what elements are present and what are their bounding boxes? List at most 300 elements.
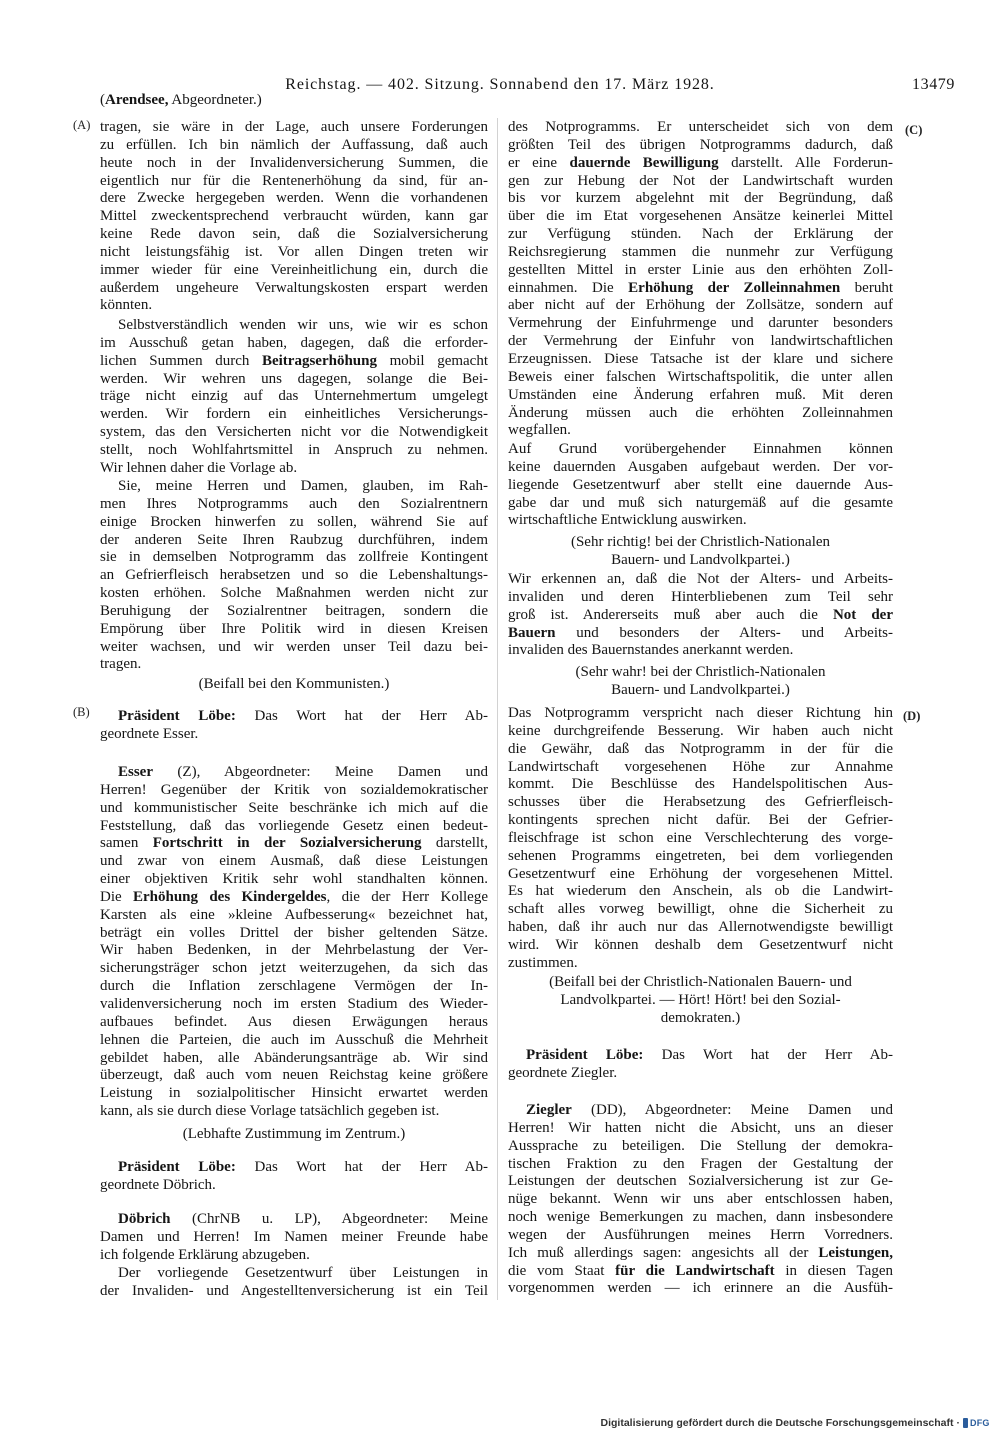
text-run: Damen und Herren! Im Namen meiner Freunde habe bbox=[100, 1228, 488, 1245]
text-run: gestellten Mittel in erster Linie aus den erhöhten Zoll- bbox=[508, 261, 893, 278]
text-run: system, das den Versicherten nicht vor die Notwendigkeit bbox=[100, 424, 488, 441]
text-run: außerdem ungeheure Verwaltungskosten erspart werden bbox=[100, 279, 488, 296]
text-run: Beruhigung der Sozialrentner beitragen, sondern die bbox=[100, 602, 488, 619]
text-run: sicherungsträger schon jetzt weiterzugehen, da sich das bbox=[100, 960, 488, 977]
text-line bbox=[100, 335, 488, 353]
text-run: gabe dar und muß sich naturgemäß auf die gesamte bbox=[508, 494, 893, 511]
text-paragraph bbox=[508, 705, 893, 973]
text-run: zustimmen. bbox=[508, 954, 578, 971]
text-run: nicht leistungsfähig ist. Vor allen Dingen treten wir bbox=[100, 243, 488, 260]
bold-text: Döbrich bbox=[118, 1211, 171, 1227]
text-run: Reichsregierung stammen die nunmehr zur Verfügung bbox=[508, 243, 893, 260]
text-line bbox=[508, 642, 893, 660]
text-line bbox=[100, 1103, 488, 1121]
text-line bbox=[508, 705, 893, 723]
text-run: aber nicht auf der Erhöhung der Zollsätze, sondern auf bbox=[508, 297, 893, 314]
text-run: im Ausschuß getan haben, dagegen, daß die erforder- bbox=[100, 334, 488, 351]
margin-marker-c: (C) bbox=[905, 123, 923, 137]
text-line bbox=[100, 424, 488, 442]
text-run: keine dauernden Ausgaben aufgebaut werden. Der vor- bbox=[508, 458, 893, 475]
interjection bbox=[100, 676, 488, 694]
text-run: Es hat wiederum den Anschein, als ob die Landwirt- bbox=[508, 883, 893, 900]
president-announcement bbox=[100, 708, 488, 744]
text-run: Das Wort hat der Herr Ab- bbox=[235, 1159, 488, 1175]
speech-opening bbox=[100, 1211, 488, 1265]
text-line bbox=[100, 317, 488, 335]
text-line bbox=[508, 369, 893, 387]
text-run: immer wieder für eine Vereinheitlichung ein, durch die bbox=[100, 261, 488, 278]
text-run: liegende Gesetzentwurf aber stellt eine dauernde Aus- bbox=[508, 476, 893, 493]
text-run: überzeugt, daß auch vom neuen Reichstag keine größere bbox=[100, 1067, 488, 1084]
text-run: wird. Wir können deshalb dem Gesetzentwurf nicht bbox=[508, 936, 893, 953]
text-run: sie in demselben Notprogramm das zollfreie Kontingent bbox=[100, 549, 488, 566]
right-column bbox=[508, 0, 893, 1330]
text-line bbox=[100, 92, 488, 110]
text-run: einnahmen. Die bbox=[508, 279, 629, 296]
text-run: in diesen Tagen bbox=[774, 1262, 893, 1279]
text-run: Leistungen der deutschen Sozialversicherung ist zur Ge- bbox=[508, 1173, 893, 1190]
text-run: sehenen Programms eingetreten, bei dem vorliegenden bbox=[508, 847, 893, 864]
text-line bbox=[100, 1126, 488, 1144]
speech-opening bbox=[508, 1102, 893, 1298]
speaker-continuation-note bbox=[100, 92, 488, 110]
text-run: beruht bbox=[840, 279, 893, 296]
text-line bbox=[508, 589, 893, 607]
text-run: und zwar von einem Ausmaß, daß diese Leistungen bbox=[100, 853, 488, 870]
text-line bbox=[100, 782, 488, 800]
text-run: schusses über die Herabsetzung des Gefrierfleisch- bbox=[508, 794, 893, 811]
text-line bbox=[508, 794, 893, 812]
bold-text: dauernde Bewilligung bbox=[569, 154, 719, 171]
text-run: Gesetzentwurf eine Erhöhung der vorgesehenen Mittel. bbox=[508, 865, 893, 882]
text-line bbox=[508, 1191, 893, 1209]
text-line bbox=[508, 190, 893, 208]
text-line bbox=[508, 280, 893, 298]
text-line bbox=[100, 371, 488, 389]
president-announcement bbox=[508, 1047, 893, 1083]
text-run: ich folgende Erklärung abzugeben. bbox=[100, 1246, 310, 1263]
text-line bbox=[508, 351, 893, 369]
text-line bbox=[508, 1227, 893, 1245]
text-line bbox=[508, 607, 893, 625]
text-paragraph bbox=[508, 441, 893, 530]
text-line bbox=[100, 1283, 488, 1301]
text-run: könnten. bbox=[100, 297, 153, 314]
text-line bbox=[508, 776, 893, 794]
text-run: Wir lehnen daher die Vorlage ab. bbox=[100, 459, 298, 476]
text-paragraph bbox=[100, 119, 488, 315]
bold-text: Erhöhung des Kindergeldes bbox=[132, 888, 327, 905]
text-line bbox=[100, 925, 488, 943]
text-run: dere Zwecke hergegeben werden. Wenn die vorhandenen bbox=[100, 190, 488, 207]
text-line bbox=[100, 871, 488, 889]
text-run: der anderen Seite Ihren Raubzug durchführen, indem bbox=[100, 531, 488, 548]
column-divider bbox=[497, 118, 498, 1300]
text-line bbox=[100, 1177, 488, 1195]
text-line bbox=[508, 955, 893, 973]
text-run: des Notprogramms. Er unterscheidet sich von dem bbox=[508, 119, 893, 135]
text-line bbox=[508, 387, 893, 405]
text-line bbox=[508, 812, 893, 830]
text-run: Ich muß allerdings sagen: angesichts all der bbox=[508, 1244, 819, 1261]
text-line bbox=[100, 1032, 488, 1050]
text-line bbox=[100, 1067, 488, 1085]
text-line bbox=[100, 889, 488, 907]
text-run: keine durchgreifende Besserung. Wir haben auch nicht bbox=[508, 722, 893, 739]
text-run: (Z), Abgeordneter: Meine Damen und bbox=[153, 764, 488, 780]
text-line bbox=[100, 907, 488, 925]
text-run: haben, daß ihr auch nur das Allernotwendigste bewilligt bbox=[508, 919, 893, 936]
bold-text: Fortschritt in der Sozialversicherung bbox=[152, 835, 422, 852]
text-line bbox=[508, 830, 893, 848]
text-line bbox=[508, 848, 893, 866]
text-run: invaliden des Bauernstandes anerkannt werden. bbox=[508, 642, 794, 659]
text-line bbox=[100, 226, 488, 244]
text-run: Wir erkennen an, daß die Not der Alters- und Arbeits- bbox=[508, 571, 893, 587]
text-run: Karsten als eine »kleine Aufbesserung« bezeichnet hat, bbox=[100, 906, 488, 923]
speech-opening bbox=[100, 764, 488, 1121]
text-run: Selbstverständlich wenden wir uns, wie wir es schon bbox=[118, 317, 488, 333]
text-run: durch die Inflation zerschlagene Vermögen der In- bbox=[100, 978, 488, 995]
text-line bbox=[100, 853, 488, 871]
text-run: fleischfrage ist schon eine Verschlechterung des vorge- bbox=[508, 829, 893, 846]
text-line bbox=[100, 639, 488, 657]
text-run: (Lebhafte Zustimmung im Zentrum.) bbox=[182, 1126, 406, 1142]
text-line bbox=[508, 1173, 893, 1191]
text-run: werden. Wir fordern ein einheitliches Versicherungs- bbox=[100, 406, 488, 423]
text-line bbox=[508, 208, 893, 226]
text-run: Mittel zweckentsprechend verbraucht würden, kann gar bbox=[100, 208, 488, 225]
text-run: keine Rede davon sein, daß die Sozialversicherung bbox=[100, 226, 488, 243]
text-run: darstellt. Alle Forderun- bbox=[718, 154, 893, 171]
text-line bbox=[100, 960, 488, 978]
text-run: weiter wachsen, und wir werden unser Teil dazu bei- bbox=[100, 638, 488, 655]
text-run: und kommunistischer Seite beschränke ich mich auf die bbox=[100, 799, 488, 816]
text-line bbox=[508, 571, 893, 589]
text-run: Herren! Wir hatten nicht die Absicht, uns an dieser bbox=[508, 1119, 893, 1136]
text-run: mobil gemacht bbox=[376, 352, 489, 369]
text-line bbox=[508, 664, 893, 682]
text-line bbox=[100, 676, 488, 694]
text-run: geordnete Ziegler. bbox=[508, 1064, 618, 1081]
margin-marker-d: (D) bbox=[903, 709, 921, 723]
text-line bbox=[100, 567, 488, 585]
text-run: einer objektiven Kritik sehr wohl standhalten können. bbox=[100, 871, 488, 888]
text-line bbox=[508, 1138, 893, 1156]
text-run: Das Notprogramm verspricht nach dieser Richtung hin bbox=[508, 705, 893, 721]
bold-text: Esser bbox=[118, 764, 153, 780]
text-line bbox=[100, 137, 488, 155]
interjection bbox=[508, 534, 893, 570]
text-line bbox=[100, 406, 488, 424]
text-line bbox=[508, 682, 893, 700]
text-run: stellt, noch Wohlfahrtsmittel in Anspruch zu nehmen. bbox=[100, 441, 488, 458]
text-line bbox=[508, 315, 893, 333]
text-line bbox=[100, 621, 488, 639]
text-line bbox=[100, 442, 488, 460]
text-run: Wir haben Bedenken, in der Mehrbelastung der Ver- bbox=[100, 942, 488, 959]
text-run: , die der Herr Kollege bbox=[326, 888, 488, 905]
indented-paragraph bbox=[100, 317, 488, 478]
text-line bbox=[508, 1263, 893, 1281]
bold-text: Arendsee, bbox=[105, 92, 169, 108]
text-line bbox=[100, 800, 488, 818]
text-run: bis vor kurzem abgelehnt mit der Begründung, daß bbox=[508, 190, 893, 207]
text-run: die Gewähr, daß das Notprogramm in der für die bbox=[508, 740, 893, 757]
text-run: noch wenige Bemerkungen zu machen, dann insbesondere bbox=[508, 1209, 893, 1226]
text-line bbox=[100, 726, 488, 744]
text-run: größten Teil des übrigen Notprogramms dadurch, daß bbox=[508, 136, 893, 153]
running-header-title: Reichstag. — 402. Sitzung. Sonnabend den 17. März 1928. bbox=[285, 76, 715, 93]
text-line bbox=[508, 137, 893, 155]
text-run: Aussprache zu beteiligen. Die Stellung der demokra- bbox=[508, 1137, 893, 1154]
text-line bbox=[508, 405, 893, 423]
text-run: geordnete Esser. bbox=[100, 725, 199, 742]
bold-text: Präsident Löbe: bbox=[118, 1159, 236, 1175]
text-line bbox=[508, 974, 893, 992]
text-line bbox=[100, 1265, 488, 1283]
text-line bbox=[100, 297, 488, 315]
interjection bbox=[508, 974, 893, 1028]
text-run: aufbaues befindet. Aus diesen Erwägungen heraus bbox=[100, 1013, 488, 1030]
text-line bbox=[508, 1245, 893, 1263]
text-line bbox=[508, 866, 893, 884]
dfg-logo-text: DFG bbox=[970, 1418, 990, 1428]
text-line bbox=[508, 625, 893, 643]
text-line bbox=[508, 262, 893, 280]
text-run: geordnete Döbrich. bbox=[100, 1176, 216, 1193]
text-run: Empörung über Ihre Politik wird in diesen Kreisen bbox=[100, 620, 488, 637]
text-line bbox=[100, 818, 488, 836]
text-line bbox=[508, 333, 893, 351]
indented-paragraph bbox=[100, 478, 488, 674]
text-run: kann, als sie durch diese Vorlage tatsächlich gegeben ist. bbox=[100, 1103, 440, 1120]
text-run: schaft alles vorweg bewilligt, ohne die Sicherheit zu bbox=[508, 901, 893, 918]
text-run: Umständen eine Änderung erfahren muß. Mit deren bbox=[508, 386, 893, 403]
text-line bbox=[100, 549, 488, 567]
text-line bbox=[100, 1229, 488, 1247]
text-line bbox=[508, 534, 893, 552]
text-line bbox=[508, 1065, 893, 1083]
left-column bbox=[100, 0, 488, 1330]
text-line bbox=[508, 173, 893, 191]
text-run: eigentlich nur für die Rentenerhöhung da sind, für an- bbox=[100, 172, 488, 189]
text-run: wegen der Ausführungen meines Herrn Vorredners. bbox=[508, 1226, 893, 1243]
text-line bbox=[508, 244, 893, 262]
text-run: Landvolkpartei. — Hört! Hört! bei den Sozial- bbox=[560, 991, 841, 1008]
text-line bbox=[508, 441, 893, 459]
dfg-logo bbox=[963, 1416, 991, 1430]
text-run: der Vermehrung der Einfuhr von landwirtschaftlichen bbox=[508, 333, 893, 350]
text-run: vorgenommen werden — ich erinnere an die Ausfüh- bbox=[508, 1280, 893, 1297]
text-run: gen zur Hebung der Not der Landwirtschaft wurden bbox=[508, 172, 893, 189]
text-run: an Gefrierfleisch herabsetzen und so die Lebenshaltungs- bbox=[100, 567, 488, 584]
text-line bbox=[508, 1120, 893, 1138]
text-run: (ChrNB u. LP), Abgeordneter: Meine bbox=[170, 1211, 488, 1227]
text-run: Änderung müssen auch die erhöhten Zolleinnahmen bbox=[508, 404, 893, 421]
text-line bbox=[508, 226, 893, 244]
text-run: validenversicherung noch im ersten Stadium des Wieder- bbox=[100, 995, 488, 1012]
bold-text: Erhöhung der Zolleinnahmen bbox=[628, 279, 841, 296]
credit-separator: · bbox=[956, 1417, 960, 1429]
text-line bbox=[508, 741, 893, 759]
text-line bbox=[508, 1102, 893, 1120]
text-line bbox=[508, 495, 893, 513]
text-run: men Ihres Notprogramms auch den Sozialrentnern bbox=[100, 495, 488, 512]
text-run: Bauern- und Landvolkpartei.) bbox=[611, 681, 790, 698]
text-run: tragen. bbox=[100, 656, 142, 673]
text-line bbox=[508, 1010, 893, 1028]
text-run: Feststellung, daß das vorliegende Gesetz einen bedeut- bbox=[100, 817, 488, 834]
text-run: träge nicht einzig auf das Unternehmertum umgelegt bbox=[100, 388, 488, 405]
interjection bbox=[100, 1126, 488, 1144]
text-line bbox=[100, 478, 488, 496]
text-line bbox=[100, 1085, 488, 1103]
text-run: Auf Grund vorübergehender Einnahmen können bbox=[508, 441, 893, 457]
bold-text: Leistungen, bbox=[818, 1244, 893, 1261]
text-run: ( bbox=[100, 92, 105, 108]
text-line bbox=[100, 532, 488, 550]
text-run: über die im Etat vorgesehenen Ansätze keinerlei Mittel bbox=[508, 208, 893, 225]
text-line bbox=[508, 552, 893, 570]
text-run: einige Brocken hinwerfen zu sollen, während Sie auf bbox=[100, 513, 488, 530]
text-run: und besonders der Alters- und Arbeits- bbox=[555, 624, 893, 641]
text-line bbox=[508, 155, 893, 173]
text-line bbox=[508, 723, 893, 741]
text-run: kosten erhöhen. Solche Maßnahmen werden nicht zur bbox=[100, 585, 488, 602]
text-line bbox=[100, 388, 488, 406]
president-announcement bbox=[100, 1159, 488, 1195]
text-run: (Sehr wahr! bei der Christlich-Nationalen bbox=[575, 664, 826, 680]
text-run: beträgt ein volles Drittel der bisher geltenden Sätze. bbox=[100, 924, 488, 941]
text-line bbox=[508, 937, 893, 955]
text-run: darstellt, bbox=[421, 835, 488, 852]
text-line bbox=[508, 919, 893, 937]
bold-text: Not der bbox=[832, 606, 893, 623]
text-line bbox=[100, 353, 488, 371]
text-run: lichen Summen durch bbox=[100, 352, 262, 369]
text-line bbox=[508, 883, 893, 901]
text-line bbox=[100, 460, 488, 478]
text-line bbox=[508, 1047, 893, 1065]
bold-text: Beitragserhöhung bbox=[261, 352, 377, 369]
text-run: Herren! Gegenüber der Kritik von sozialdemokratischer bbox=[100, 781, 488, 798]
text-run: Der vorliegende Gesetzentwurf über Leistungen in bbox=[118, 1265, 488, 1281]
text-run: Leistung in sozialpolitischer Hinsicht erwartet werden bbox=[100, 1085, 488, 1102]
text-run: (Sehr richtig! bei der Christlich-Nationalen bbox=[570, 534, 831, 550]
text-line bbox=[100, 978, 488, 996]
text-line bbox=[100, 208, 488, 226]
text-run: (Beifall bei der Christlich-Nationalen Bauern- und bbox=[549, 974, 852, 990]
text-run: Vermehrung der Einfuhrmenge und darunter besonders bbox=[508, 315, 893, 332]
margin-marker-b: (B) bbox=[73, 705, 90, 719]
text-run: tischen Fraktion zu den Fragen der Gestaltung der bbox=[508, 1155, 893, 1172]
text-line bbox=[100, 708, 488, 726]
text-line bbox=[508, 759, 893, 777]
text-line bbox=[100, 173, 488, 191]
text-line bbox=[100, 1050, 488, 1068]
text-line bbox=[100, 942, 488, 960]
text-line bbox=[100, 585, 488, 603]
text-run: kontingents sprechen nicht dafür. Bei der Gefrier- bbox=[508, 812, 893, 829]
text-run: Erzeugnissen. Diese Tatsache ist der klare und sichere bbox=[508, 350, 893, 367]
text-paragraph bbox=[508, 571, 893, 660]
text-run: Sie, meine Herren und Damen, glauben, im Rah- bbox=[118, 478, 488, 494]
text-line bbox=[508, 119, 893, 137]
text-run: Landwirtschaft vorgesehenen Höhe zur Annahme bbox=[508, 758, 893, 775]
text-line bbox=[100, 1159, 488, 1177]
text-line bbox=[508, 1156, 893, 1174]
text-line bbox=[100, 280, 488, 298]
text-run: (Beifall bei den Kommunisten.) bbox=[198, 676, 390, 692]
text-run: tragen, sie wäre in der Lage, auch unsere Forderungen bbox=[100, 119, 488, 135]
text-line bbox=[508, 459, 893, 477]
text-line bbox=[100, 603, 488, 621]
text-run: nüge bekannt. Wenn wir uns aber entschlossen haben, bbox=[508, 1191, 893, 1208]
text-run: wirtschaftliche Entwicklung auswirken. bbox=[508, 512, 747, 529]
text-run: lehnen die Parteien, die auch im Ausschuß die Mehrheit bbox=[100, 1031, 488, 1048]
text-paragraph bbox=[508, 119, 893, 440]
bold-text: Präsident Löbe: bbox=[118, 708, 236, 724]
text-run: zu erfüllen. Ich bin nämlich der Auffassung, daß auch bbox=[100, 136, 488, 153]
text-run: Die bbox=[100, 888, 133, 905]
text-line bbox=[508, 422, 893, 440]
text-run: invaliden und deren Hinterbliebenen zum Teil sehr bbox=[508, 588, 893, 605]
text-line bbox=[100, 764, 488, 782]
page-number: 13479 bbox=[912, 76, 955, 93]
text-line bbox=[100, 244, 488, 262]
text-run: wegfallen. bbox=[508, 422, 571, 439]
bold-text: Bauern bbox=[508, 624, 556, 641]
text-run: zur Verfügung stünden. Nach der Erklärung der bbox=[508, 226, 893, 243]
text-line bbox=[508, 477, 893, 495]
text-line bbox=[100, 514, 488, 532]
text-line bbox=[508, 297, 893, 315]
text-run: Das Wort hat der Herr Ab- bbox=[235, 708, 488, 724]
interjection bbox=[508, 664, 893, 700]
dfg-logo-mark-icon bbox=[963, 1418, 968, 1428]
text-run: kommt. Die Beschlüsse des Handelspolitischen Aus- bbox=[508, 776, 893, 793]
text-line bbox=[100, 1211, 488, 1229]
text-run: Abgeordneter.) bbox=[168, 92, 262, 108]
text-line bbox=[100, 119, 488, 137]
text-run: Bauern- und Landvolkpartei.) bbox=[611, 551, 790, 568]
indented-paragraph bbox=[100, 1265, 488, 1301]
text-line bbox=[508, 992, 893, 1010]
digitization-credit bbox=[601, 1415, 960, 1431]
text-run: (DD), Abgeordneter: Meine Damen und bbox=[571, 1102, 893, 1118]
text-line bbox=[508, 1280, 893, 1298]
bold-text: Präsident Löbe: bbox=[526, 1047, 644, 1063]
text-run: groß ist. Andererseits muß aber auch die bbox=[508, 606, 833, 623]
text-run: samen bbox=[100, 835, 153, 852]
text-line bbox=[100, 155, 488, 173]
text-line bbox=[100, 996, 488, 1014]
bold-text: für die Landwirtschaft bbox=[615, 1262, 775, 1279]
text-run: Beweis einer falschen Wirtschaftspolitik, die unter allen bbox=[508, 368, 893, 385]
text-run: Das Wort hat der Herr Ab- bbox=[643, 1047, 893, 1063]
text-line bbox=[508, 1209, 893, 1227]
text-run: werden. Wir wehren uns dagegen, solange die Bei- bbox=[100, 370, 488, 387]
text-run: er eine bbox=[508, 154, 570, 171]
text-line bbox=[100, 656, 488, 674]
credit-text: Digitalisierung gefördert durch die Deutsche Forschungsgemeinschaft bbox=[600, 1417, 954, 1429]
text-line bbox=[100, 835, 488, 853]
text-line bbox=[100, 1014, 488, 1032]
margin-marker-a: (A) bbox=[73, 118, 91, 132]
text-run: die vom Staat bbox=[508, 1262, 616, 1279]
text-line bbox=[100, 262, 488, 280]
